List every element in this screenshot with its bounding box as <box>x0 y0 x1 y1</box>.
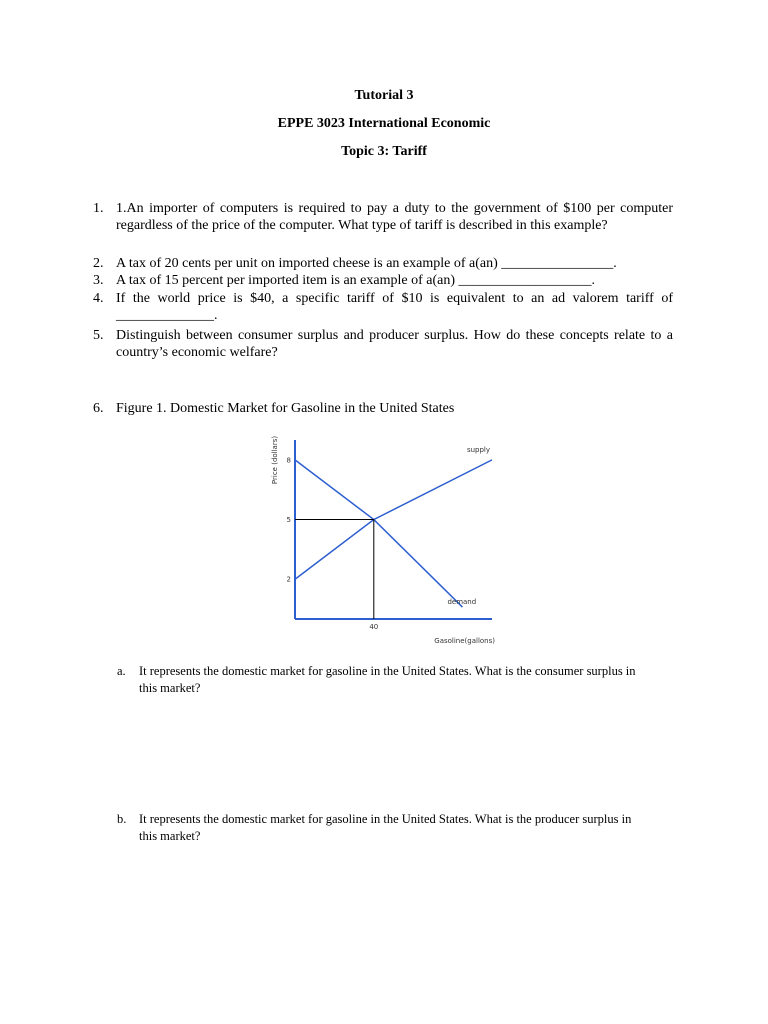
y-tick-label: 8 <box>286 456 291 465</box>
tutorial-title: Tutorial 3 <box>354 88 414 103</box>
subquestion-number: a. <box>117 664 126 678</box>
subquestion-text: It represents the domestic market for gasoline in the United States. What is the producer surplus in this market? <box>139 812 632 843</box>
question-number: 3. <box>93 273 104 288</box>
question-number: 2. <box>93 256 104 271</box>
question-text: 1.An importer of computers is required to pay a duty to the government of $100 per computer regardless of the price of the computer. What type of tariff is described in this example? <box>116 201 673 233</box>
x-tick-label: 40 <box>369 623 379 631</box>
subquestion-number: b. <box>117 812 127 826</box>
question-text: If the world price is $40, a specific tariff of $10 is equivalent to an ad valorem tariff of ______________. <box>116 291 673 323</box>
question-text: Figure 1. Domestic Market for Gasoline in the United States <box>116 401 455 416</box>
x-axis-label: Gasoline(gallons) <box>434 637 495 645</box>
question-number: 6. <box>93 401 104 416</box>
question-text: Distinguish between consumer surplus and producer surplus. How do these concepts relate to a country’s economic welfare? <box>116 328 673 360</box>
gasoline-market-chart <box>262 430 502 650</box>
question-number: 1. <box>93 201 104 216</box>
topic-title: Topic 3: Tariff <box>341 144 427 159</box>
question-number: 4. <box>93 291 104 306</box>
course-title: EPPE 3023 International Economic <box>277 116 491 131</box>
supply-label: supply <box>466 445 490 454</box>
y-tick-label: 5 <box>286 516 291 525</box>
question-text: A tax of 20 cents per unit on imported cheese is an example of a(an) ________________. <box>116 256 617 271</box>
y-tick-label: 2 <box>286 575 291 584</box>
series-demand-line <box>295 460 462 607</box>
question-number: 5. <box>93 328 104 343</box>
demand-label: demand <box>447 598 477 607</box>
subquestion-text: It represents the domestic market for gasoline in the United States. What is the consumer surplus in this market? <box>139 664 636 695</box>
question-text: A tax of 15 percent per imported item is an example of a(an) ___________________. <box>116 273 595 288</box>
y-axis-label: Price (dollars) <box>271 435 279 485</box>
